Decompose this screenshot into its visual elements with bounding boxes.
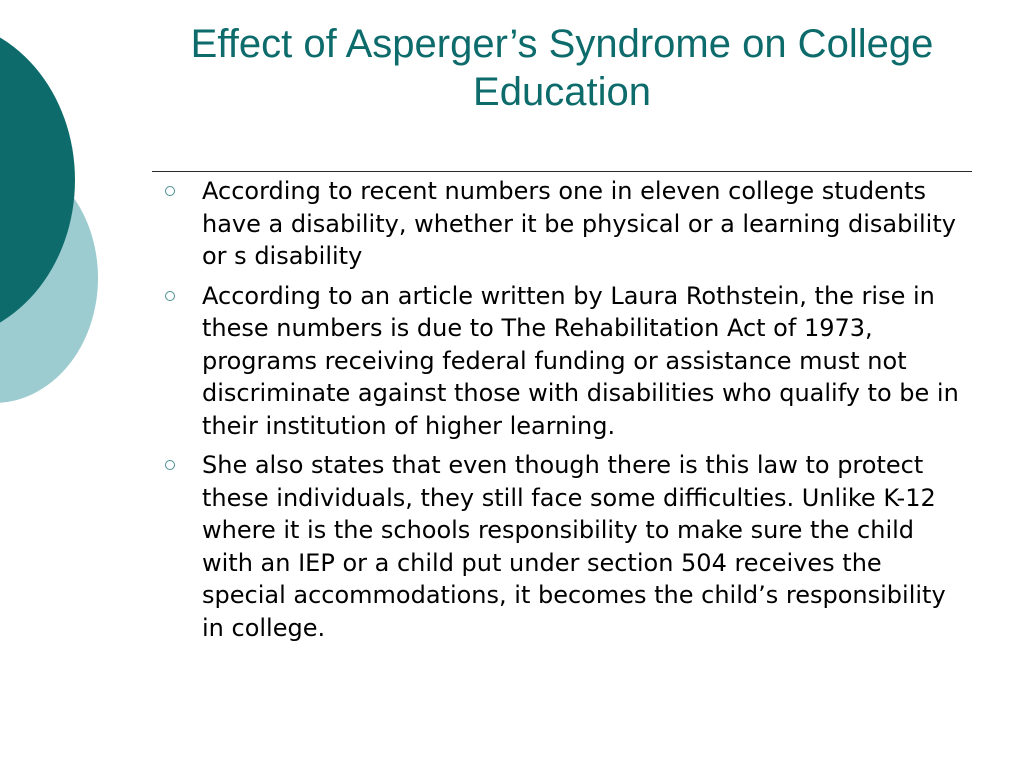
bullet-item [165,175,965,273]
hollow-circle-bullet-icon [165,186,175,196]
slide-title: Effect of Asperger’s Syndrome on College Education [190,22,934,114]
title-divider [152,171,972,172]
bullet-item [165,280,965,443]
bullet-text: According to recent numbers one in eleven college students have a disability, whether it be physical or a learning disability or s disability [202,177,956,270]
bullet-text: She also states that even though there is this law to protect these individuals, they still face some difficulties. Unlike K-12 where it is the schools responsibility to make sure the child with an IEP or a child put under section 504 receives the special accommodations, it becomes the child’s responsibility in college. [202,451,946,642]
hollow-circle-bullet-icon [165,460,175,470]
hollow-circle-bullet-icon [165,291,175,301]
bullet-text: According to an article written by Laura Rothstein, the rise in these numbers is due to The Rehabilitation Act of 1973, programs receiving federal funding or assistance must not discriminate against those with disabilities who qualify to be in their institution of higher learning. [202,281,959,440]
bullet-list [165,175,965,651]
bullet-item [165,449,965,644]
